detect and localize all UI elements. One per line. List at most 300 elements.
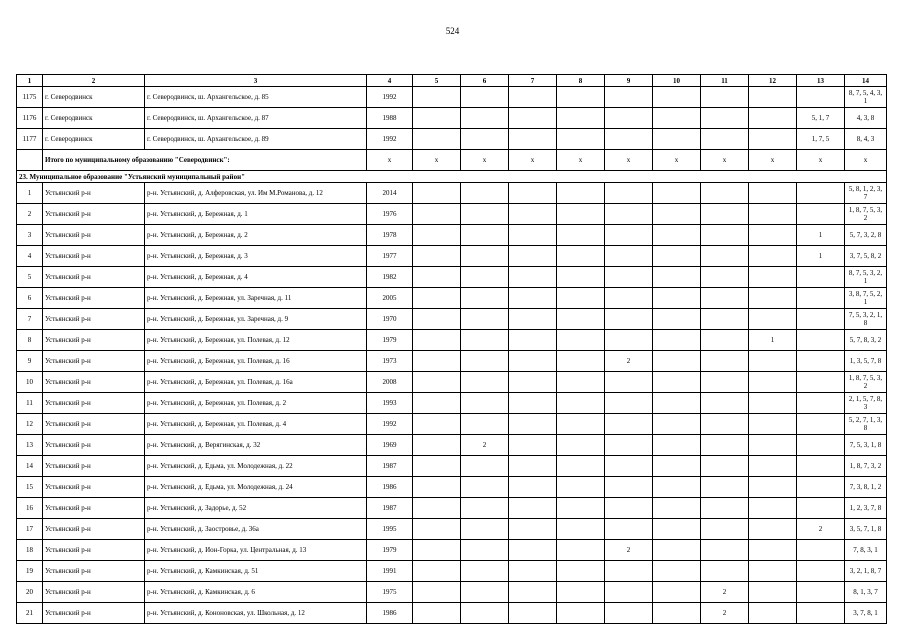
table-cell: 5, 2, 7, 1, 3, 8 bbox=[845, 414, 887, 435]
table-cell bbox=[557, 246, 605, 267]
table-cell bbox=[509, 372, 557, 393]
table-cell: х bbox=[557, 150, 605, 171]
table-cell bbox=[509, 582, 557, 603]
table-cell: х bbox=[367, 150, 413, 171]
table-cell bbox=[605, 603, 653, 624]
table-cell bbox=[509, 498, 557, 519]
table-row bbox=[17, 183, 887, 204]
table-cell: 7, 5, 3, 1, 8 bbox=[845, 435, 887, 456]
table-cell bbox=[797, 456, 845, 477]
table-cell: р-н. Устьянский, д. Бережная, д. 2 bbox=[145, 225, 367, 246]
table-cell: 3 bbox=[17, 225, 43, 246]
table-cell bbox=[509, 456, 557, 477]
table-cell: 1176 bbox=[17, 108, 43, 129]
table-cell bbox=[509, 603, 557, 624]
table-cell bbox=[605, 435, 653, 456]
table-cell: 1979 bbox=[367, 330, 413, 351]
table-cell: р-н. Устьянский, д. Бережная, ул. Заречная, д. 9 bbox=[145, 309, 367, 330]
table-cell: р-н. Устьянский, д. Едьма, ул. Молодежная, д. 24 bbox=[145, 477, 367, 498]
table-cell bbox=[413, 351, 461, 372]
table-cell bbox=[509, 267, 557, 288]
table-cell bbox=[413, 288, 461, 309]
table-cell: 1979 bbox=[367, 540, 413, 561]
table-cell bbox=[557, 108, 605, 129]
table-cell bbox=[509, 519, 557, 540]
column-header: 11 bbox=[701, 75, 749, 87]
table-cell bbox=[653, 330, 701, 351]
table-cell: 1992 bbox=[367, 87, 413, 108]
table-cell bbox=[605, 393, 653, 414]
table-cell bbox=[557, 351, 605, 372]
table-cell bbox=[509, 540, 557, 561]
table-cell: 8, 7, 5, 3, 2, 1 bbox=[845, 267, 887, 288]
table-cell bbox=[653, 456, 701, 477]
table-cell bbox=[701, 393, 749, 414]
table-cell bbox=[413, 393, 461, 414]
table-cell bbox=[749, 351, 797, 372]
table-cell: р-н. Устьянский, д. Бережная, д. 3 bbox=[145, 246, 367, 267]
table-cell bbox=[701, 519, 749, 540]
table-cell bbox=[797, 87, 845, 108]
table-cell: г. Северодвинск, ш. Архангельское, д. 85 bbox=[145, 87, 367, 108]
table-cell: 1993 bbox=[367, 393, 413, 414]
table-cell bbox=[605, 372, 653, 393]
table-cell: р-н. Устьянский, д. Заостровье, д. 36а bbox=[145, 519, 367, 540]
table-cell bbox=[509, 309, 557, 330]
column-header: 5 bbox=[413, 75, 461, 87]
table-cell bbox=[701, 108, 749, 129]
table-cell bbox=[557, 204, 605, 225]
table-cell bbox=[413, 204, 461, 225]
table-row bbox=[17, 582, 887, 603]
table-cell bbox=[653, 393, 701, 414]
column-header: 10 bbox=[653, 75, 701, 87]
table-cell bbox=[605, 477, 653, 498]
table-cell: Устьянский р-н bbox=[43, 246, 145, 267]
column-header: 6 bbox=[461, 75, 509, 87]
table-cell: 1970 bbox=[367, 309, 413, 330]
table-row bbox=[17, 246, 887, 267]
table-cell: Устьянский р-н bbox=[43, 414, 145, 435]
table-cell: 1975 bbox=[367, 582, 413, 603]
table-cell: р-н. Устьянский, д. Камкинская, д. 51 bbox=[145, 561, 367, 582]
table-cell: 14 bbox=[17, 456, 43, 477]
table-cell: р-н. Устьянский, д. Бережная, ул. Полевая, д. 2 bbox=[145, 393, 367, 414]
table-row bbox=[17, 129, 887, 150]
table-cell bbox=[653, 498, 701, 519]
table-cell: 4 bbox=[17, 246, 43, 267]
table-cell: 1976 bbox=[367, 204, 413, 225]
table-cell: 2 bbox=[605, 540, 653, 561]
table-cell: 5, 7, 8, 3, 2 bbox=[845, 330, 887, 351]
column-header: 9 bbox=[605, 75, 653, 87]
table-cell: 1992 bbox=[367, 129, 413, 150]
table-cell: 1, 7, 5 bbox=[797, 129, 845, 150]
table-row bbox=[17, 456, 887, 477]
table-cell: Устьянский р-н bbox=[43, 561, 145, 582]
table-cell bbox=[701, 225, 749, 246]
table-cell: 20 bbox=[17, 582, 43, 603]
table-cell bbox=[653, 246, 701, 267]
table-cell: 1 bbox=[17, 183, 43, 204]
table-cell bbox=[413, 372, 461, 393]
table-cell bbox=[749, 108, 797, 129]
table-row bbox=[17, 498, 887, 519]
table-cell bbox=[509, 330, 557, 351]
table-row bbox=[17, 309, 887, 330]
table-cell: г. Северодвинск bbox=[43, 108, 145, 129]
table-cell bbox=[653, 372, 701, 393]
table-cell: 16 bbox=[17, 498, 43, 519]
table-cell bbox=[653, 351, 701, 372]
table-cell: 2 bbox=[461, 435, 509, 456]
table-cell: 2 bbox=[701, 603, 749, 624]
table-cell bbox=[509, 246, 557, 267]
table-cell: 1175 bbox=[17, 87, 43, 108]
table-cell: Устьянский р-н bbox=[43, 351, 145, 372]
table-cell bbox=[557, 372, 605, 393]
table-cell: 9 bbox=[17, 351, 43, 372]
table-cell bbox=[749, 603, 797, 624]
table-cell: 2014 bbox=[367, 183, 413, 204]
table-cell: 3, 5, 7, 1, 8 bbox=[845, 519, 887, 540]
total-label: Итого по муниципальному образованию "Северодвинск": bbox=[43, 150, 367, 171]
table-cell: р-н. Устьянский, д. Бережная, ул. Заречная, д. 11 bbox=[145, 288, 367, 309]
table-cell: 7, 8, 3, 1 bbox=[845, 540, 887, 561]
table-cell bbox=[653, 582, 701, 603]
table-cell bbox=[413, 540, 461, 561]
table-cell bbox=[461, 372, 509, 393]
table-cell bbox=[749, 204, 797, 225]
table-cell: 1978 bbox=[367, 225, 413, 246]
table-cell: Устьянский р-н bbox=[43, 288, 145, 309]
table-cell bbox=[557, 309, 605, 330]
table-cell: р-н. Устьянский, д. Ион-Горка, ул. Центральная, д. 13 bbox=[145, 540, 367, 561]
table-cell bbox=[413, 561, 461, 582]
table-cell: 1, 3, 5, 7, 8 bbox=[845, 351, 887, 372]
table-cell: р-н. Устьянский, д. Задорье, д. 52 bbox=[145, 498, 367, 519]
table-cell: 2 bbox=[17, 204, 43, 225]
section-title: 23. Муниципальное образование "Устьянский муниципальный район" bbox=[17, 171, 887, 183]
table-cell bbox=[653, 477, 701, 498]
table-cell bbox=[653, 129, 701, 150]
table-cell bbox=[653, 309, 701, 330]
table-cell bbox=[509, 393, 557, 414]
table-cell bbox=[413, 87, 461, 108]
table-cell bbox=[653, 519, 701, 540]
table-cell bbox=[797, 267, 845, 288]
table-cell: р-н. Устьянский, д. Алферовская, ул. Им М.Романова, д. 12 bbox=[145, 183, 367, 204]
table-row bbox=[17, 204, 887, 225]
column-header: 14 bbox=[845, 75, 887, 87]
table-cell bbox=[797, 498, 845, 519]
table-cell bbox=[749, 414, 797, 435]
table-cell: Устьянский р-н bbox=[43, 603, 145, 624]
table-cell: 5, 8, 1, 2, 3, 7 bbox=[845, 183, 887, 204]
table-cell bbox=[413, 108, 461, 129]
table-cell bbox=[461, 309, 509, 330]
table-cell bbox=[557, 414, 605, 435]
table-cell bbox=[605, 108, 653, 129]
table-cell bbox=[605, 87, 653, 108]
table-cell bbox=[509, 477, 557, 498]
table-cell bbox=[509, 204, 557, 225]
table-cell bbox=[653, 603, 701, 624]
table-cell: х bbox=[845, 150, 887, 171]
table-cell bbox=[509, 435, 557, 456]
table-cell bbox=[413, 477, 461, 498]
table-cell: Устьянский р-н bbox=[43, 519, 145, 540]
table-cell bbox=[461, 456, 509, 477]
table-cell: г. Северодвинск bbox=[43, 87, 145, 108]
table-cell bbox=[557, 561, 605, 582]
table-cell bbox=[413, 129, 461, 150]
table-cell bbox=[749, 456, 797, 477]
table-cell: х bbox=[797, 150, 845, 171]
table-cell bbox=[605, 519, 653, 540]
column-header: 13 bbox=[797, 75, 845, 87]
table-row bbox=[17, 108, 887, 129]
table-cell: 1 bbox=[749, 330, 797, 351]
table-cell bbox=[605, 498, 653, 519]
table-cell bbox=[461, 183, 509, 204]
table-cell bbox=[605, 414, 653, 435]
table-cell bbox=[557, 267, 605, 288]
table-cell: 21 bbox=[17, 603, 43, 624]
page-number: 524 bbox=[445, 26, 460, 36]
table-cell bbox=[461, 330, 509, 351]
table-cell bbox=[749, 435, 797, 456]
table-cell bbox=[461, 582, 509, 603]
table-cell: г. Северодвинск, ш. Архангельское, д. 89 bbox=[145, 129, 367, 150]
table-cell: 5, 7, 3, 2, 8 bbox=[845, 225, 887, 246]
table-cell bbox=[797, 561, 845, 582]
table-cell: 2, 1, 5, 7, 8, 3 bbox=[845, 393, 887, 414]
table-cell bbox=[701, 309, 749, 330]
table-cell bbox=[509, 87, 557, 108]
table-cell bbox=[557, 129, 605, 150]
table-cell bbox=[17, 150, 43, 171]
table-cell bbox=[461, 267, 509, 288]
table-cell: 15 bbox=[17, 477, 43, 498]
table-cell bbox=[749, 561, 797, 582]
table-cell bbox=[557, 330, 605, 351]
table-cell: 1987 bbox=[367, 498, 413, 519]
table-cell: Устьянский р-н bbox=[43, 309, 145, 330]
table-cell bbox=[461, 225, 509, 246]
table-row bbox=[17, 477, 887, 498]
table-cell: 8, 7, 5, 4, 3, 1 bbox=[845, 87, 887, 108]
table-cell bbox=[413, 225, 461, 246]
table-cell bbox=[605, 183, 653, 204]
table-cell: 19 bbox=[17, 561, 43, 582]
table-cell bbox=[797, 288, 845, 309]
table-cell: р-н. Устьянский, д. Бережная, ул. Полевая, д. 16 bbox=[145, 351, 367, 372]
table-cell bbox=[509, 129, 557, 150]
column-header: 4 bbox=[367, 75, 413, 87]
table-cell bbox=[509, 561, 557, 582]
table-cell bbox=[749, 498, 797, 519]
table-cell bbox=[605, 204, 653, 225]
table-cell bbox=[557, 477, 605, 498]
table-cell bbox=[797, 372, 845, 393]
table-cell: 12 bbox=[17, 414, 43, 435]
table-cell bbox=[557, 519, 605, 540]
table-cell bbox=[701, 351, 749, 372]
table-cell bbox=[413, 519, 461, 540]
table-cell bbox=[701, 414, 749, 435]
table-cell: 7 bbox=[17, 309, 43, 330]
table-cell: р-н. Устьянский, д. Бережная, д. 4 bbox=[145, 267, 367, 288]
table-cell bbox=[461, 246, 509, 267]
table-cell bbox=[461, 108, 509, 129]
table-cell bbox=[701, 288, 749, 309]
table-cell: р-н. Устьянский, д. Кононовская, ул. Школьная, д. 12 bbox=[145, 603, 367, 624]
table-cell: 1991 bbox=[367, 561, 413, 582]
table-row bbox=[17, 372, 887, 393]
table-cell bbox=[701, 183, 749, 204]
table-cell bbox=[605, 330, 653, 351]
table-body bbox=[17, 87, 887, 624]
table-cell: 1969 bbox=[367, 435, 413, 456]
table-cell: Устьянский р-н bbox=[43, 498, 145, 519]
table-cell bbox=[461, 498, 509, 519]
table-cell bbox=[653, 414, 701, 435]
table-cell: Устьянский р-н bbox=[43, 435, 145, 456]
table-row bbox=[17, 393, 887, 414]
table-cell bbox=[509, 351, 557, 372]
table-cell bbox=[605, 288, 653, 309]
table-cell bbox=[557, 288, 605, 309]
table-cell bbox=[557, 225, 605, 246]
table-cell: 7, 5, 3, 2, 1, 8 bbox=[845, 309, 887, 330]
table-cell: Устьянский р-н bbox=[43, 330, 145, 351]
table-cell: р-н. Устьянский, д. Едьма, ул. Молодежная, д. 22 bbox=[145, 456, 367, 477]
table-cell bbox=[797, 204, 845, 225]
table-row bbox=[17, 519, 887, 540]
header-row bbox=[17, 75, 887, 87]
table-cell: 2 bbox=[797, 519, 845, 540]
table-cell bbox=[605, 225, 653, 246]
table-cell: Устьянский р-н bbox=[43, 477, 145, 498]
table-cell bbox=[605, 309, 653, 330]
table-cell: р-н. Устьянский, д. Бережная, д. 1 bbox=[145, 204, 367, 225]
table-cell: р-н. Устьянский, д. Камкинская, д. 6 bbox=[145, 582, 367, 603]
table-row bbox=[17, 225, 887, 246]
table-cell bbox=[749, 288, 797, 309]
table-cell bbox=[701, 87, 749, 108]
table-cell bbox=[701, 540, 749, 561]
table-cell: Устьянский р-н bbox=[43, 204, 145, 225]
table-cell: х bbox=[413, 150, 461, 171]
table-cell bbox=[557, 435, 605, 456]
table-cell bbox=[749, 582, 797, 603]
table-cell: 1982 bbox=[367, 267, 413, 288]
table-cell bbox=[797, 309, 845, 330]
table-cell: р-н. Устьянский, д. Бережная, ул. Полевая, д. 4 bbox=[145, 414, 367, 435]
table-cell: 1973 bbox=[367, 351, 413, 372]
table-cell bbox=[413, 246, 461, 267]
table-cell bbox=[701, 267, 749, 288]
table-cell: Устьянский р-н bbox=[43, 225, 145, 246]
table-cell bbox=[749, 129, 797, 150]
table-cell: 11 bbox=[17, 393, 43, 414]
table-cell: 1 bbox=[797, 225, 845, 246]
table-cell bbox=[413, 183, 461, 204]
table-cell: х bbox=[461, 150, 509, 171]
table-cell: х bbox=[749, 150, 797, 171]
table-cell bbox=[653, 267, 701, 288]
table-cell: 3, 8, 7, 5, 2, 1 bbox=[845, 288, 887, 309]
table-cell bbox=[653, 204, 701, 225]
table-cell: 1177 bbox=[17, 129, 43, 150]
table-cell bbox=[509, 414, 557, 435]
table-cell bbox=[653, 108, 701, 129]
table-cell: 8 bbox=[17, 330, 43, 351]
table-cell bbox=[701, 330, 749, 351]
register-table bbox=[16, 74, 887, 624]
table-cell: х bbox=[509, 150, 557, 171]
table-cell: Устьянский р-н bbox=[43, 372, 145, 393]
table-cell bbox=[413, 498, 461, 519]
table-row bbox=[17, 540, 887, 561]
table-cell bbox=[701, 456, 749, 477]
table-cell bbox=[749, 87, 797, 108]
table-cell: 10 bbox=[17, 372, 43, 393]
table-cell bbox=[749, 225, 797, 246]
table-row bbox=[17, 87, 887, 108]
table-cell bbox=[749, 393, 797, 414]
table-cell: 1995 bbox=[367, 519, 413, 540]
table-cell: р-н. Устьянский, д. Верягинская, д. 32 bbox=[145, 435, 367, 456]
table-cell bbox=[557, 183, 605, 204]
table-row bbox=[17, 288, 887, 309]
table-cell bbox=[461, 129, 509, 150]
table-cell: Устьянский р-н bbox=[43, 540, 145, 561]
column-header: 12 bbox=[749, 75, 797, 87]
table-cell bbox=[413, 603, 461, 624]
table-cell: 8, 4, 3 bbox=[845, 129, 887, 150]
table-cell bbox=[653, 87, 701, 108]
table-cell: г. Северодвинск, ш. Архангельское, д. 87 bbox=[145, 108, 367, 129]
table-cell: 6 bbox=[17, 288, 43, 309]
table-cell bbox=[509, 108, 557, 129]
table-cell: Устьянский р-н bbox=[43, 267, 145, 288]
table-cell: 5, 1, 7 bbox=[797, 108, 845, 129]
table-cell bbox=[509, 183, 557, 204]
table-cell: 1988 bbox=[367, 108, 413, 129]
table-cell bbox=[413, 456, 461, 477]
table-cell bbox=[461, 351, 509, 372]
total-row bbox=[17, 150, 887, 171]
table-cell bbox=[797, 393, 845, 414]
table-cell bbox=[557, 603, 605, 624]
table-cell bbox=[413, 582, 461, 603]
table-row bbox=[17, 330, 887, 351]
table-cell: х bbox=[605, 150, 653, 171]
table-cell bbox=[557, 456, 605, 477]
column-header: 2 bbox=[43, 75, 145, 87]
table-cell bbox=[797, 540, 845, 561]
table-cell: 2008 bbox=[367, 372, 413, 393]
table-cell: 13 bbox=[17, 435, 43, 456]
table-cell bbox=[653, 225, 701, 246]
table-row bbox=[17, 561, 887, 582]
table-cell bbox=[797, 183, 845, 204]
table-cell bbox=[749, 309, 797, 330]
table-cell bbox=[749, 246, 797, 267]
table-cell: 1986 bbox=[367, 477, 413, 498]
